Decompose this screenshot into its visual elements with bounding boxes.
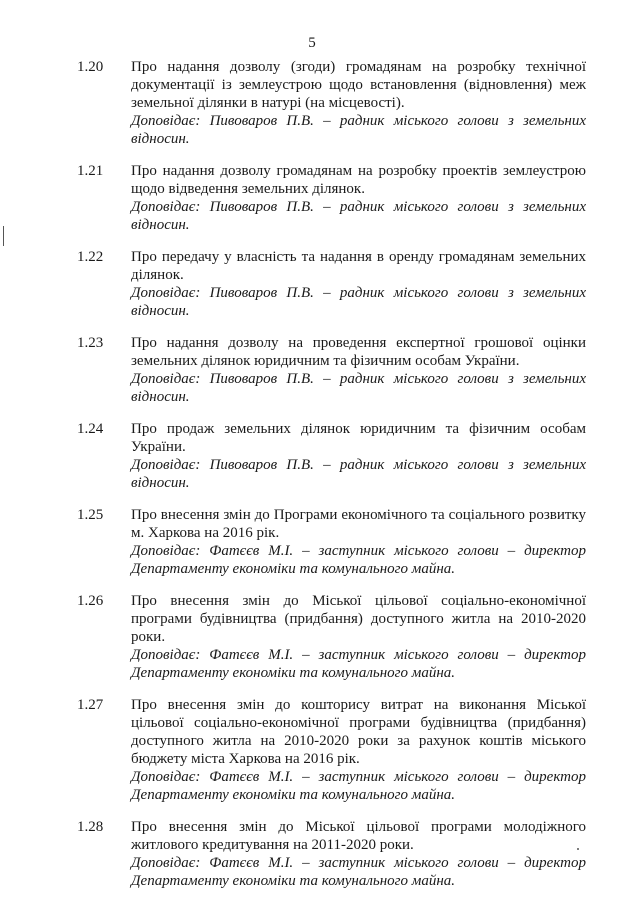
agenda-item-number: 1.21 xyxy=(77,163,104,179)
agenda-item-number: 1.24 xyxy=(77,421,104,437)
agenda-item xyxy=(0,420,624,492)
agenda-item-title: Про внесення змін до Міської цільової програми молодіжного житлового кредитування на 2011-2020 роки. xyxy=(131,819,586,853)
agenda-item xyxy=(0,696,624,804)
agenda-item-speaker: Доповідає: Фатєєв М.І. – заступник міського голови – директор Департаменту економіки та комунального майна. xyxy=(131,855,586,889)
page-number: 5 xyxy=(308,35,316,51)
agenda-item xyxy=(0,818,624,890)
agenda-item-body xyxy=(131,818,586,890)
agenda-item xyxy=(0,162,624,234)
agenda-item-number: 1.22 xyxy=(77,249,104,265)
agenda-item-body xyxy=(131,162,586,234)
agenda-item-speaker: Доповідає: Пивоваров П.В. – радник міського голови з земельних відносин. xyxy=(131,285,586,319)
agenda-item-number: 1.27 xyxy=(77,697,104,713)
agenda-item-body xyxy=(131,592,586,682)
agenda-item-title: Про передачу у власність та надання в оренду громадянам земельних ділянок. xyxy=(131,249,586,283)
agenda-item-number: 1.23 xyxy=(77,335,104,351)
agenda-item-speaker: Доповідає: Фатєєв М.І. – заступник міського голови – директор Департаменту економіки та комунального майна. xyxy=(131,647,586,681)
agenda-item-title: Про внесення змін до Програми економічного та соціального розвитку м. Харкова на 2016 рік. xyxy=(131,507,586,541)
agenda-item-number: 1.25 xyxy=(77,507,104,523)
agenda-item-number: 1.20 xyxy=(77,59,104,75)
agenda-item-body xyxy=(131,696,586,804)
agenda-item-body xyxy=(131,506,586,578)
agenda-item-number: 1.28 xyxy=(77,819,104,835)
agenda-item-title: Про продаж земельних ділянок юридичним та фізичним особам України. xyxy=(131,421,586,455)
agenda-item-body xyxy=(131,58,586,148)
agenda-item-speaker: Доповідає: Пивоваров П.В. – радник міського голови з земельних відносин. xyxy=(131,113,586,147)
agenda-item-number: 1.26 xyxy=(77,593,104,609)
agenda-item-body xyxy=(131,334,586,406)
agenda-item-speaker: Доповідає: Пивоваров П.В. – радник міського голови з земельних відносин. xyxy=(131,199,586,233)
agenda-item-title: Про надання дозволу на проведення експертної грошової оцінки земельних ділянок юридичним та фізичним особам України. xyxy=(131,335,586,369)
agenda-item xyxy=(0,334,624,406)
agenda-item-title: Про надання дозволу громадянам на розробку проектів землеустрою щодо відведення земельних ділянок. xyxy=(131,163,586,197)
agenda-list xyxy=(0,58,624,904)
agenda-item xyxy=(0,58,624,148)
agenda-item xyxy=(0,248,624,320)
agenda-item-body xyxy=(131,248,586,320)
agenda-item xyxy=(0,506,624,578)
agenda-item-title: Про внесення змін до кошторису витрат на виконання Міської цільової соціально-економічної програми будівництва (придбання) доступного житла на 2010-2020 роки за рахунок коштів міського бюджету міста Харкова на 2016 рік. xyxy=(131,697,586,767)
agenda-item-title: Про внесення змін до Міської цільової соціально-економічної програми будівництва (придбання) доступного житла на 2010-2020 роки. xyxy=(131,593,586,645)
agenda-item-body xyxy=(131,420,586,492)
agenda-item-speaker: Доповідає: Фатєєв М.І. – заступник міського голови – директор Департаменту економіки та комунального майна. xyxy=(131,769,586,803)
agenda-item-title: Про надання дозволу (згоди) громадянам на розробку технічної документації із землеустрою щодо встановлення (відновлення) меж земельної ділянки в натурі (на місцевості). xyxy=(131,59,586,111)
agenda-item-speaker: Доповідає: Фатєєв М.І. – заступник міського голови – директор Департаменту економіки та комунального майна. xyxy=(131,543,586,577)
agenda-item-speaker: Доповідає: Пивоваров П.В. – радник міського голови з земельних відносин. xyxy=(131,457,586,491)
agenda-item-speaker: Доповідає: Пивоваров П.В. – радник міського голови з земельних відносин. xyxy=(131,371,586,405)
agenda-item xyxy=(0,592,624,682)
